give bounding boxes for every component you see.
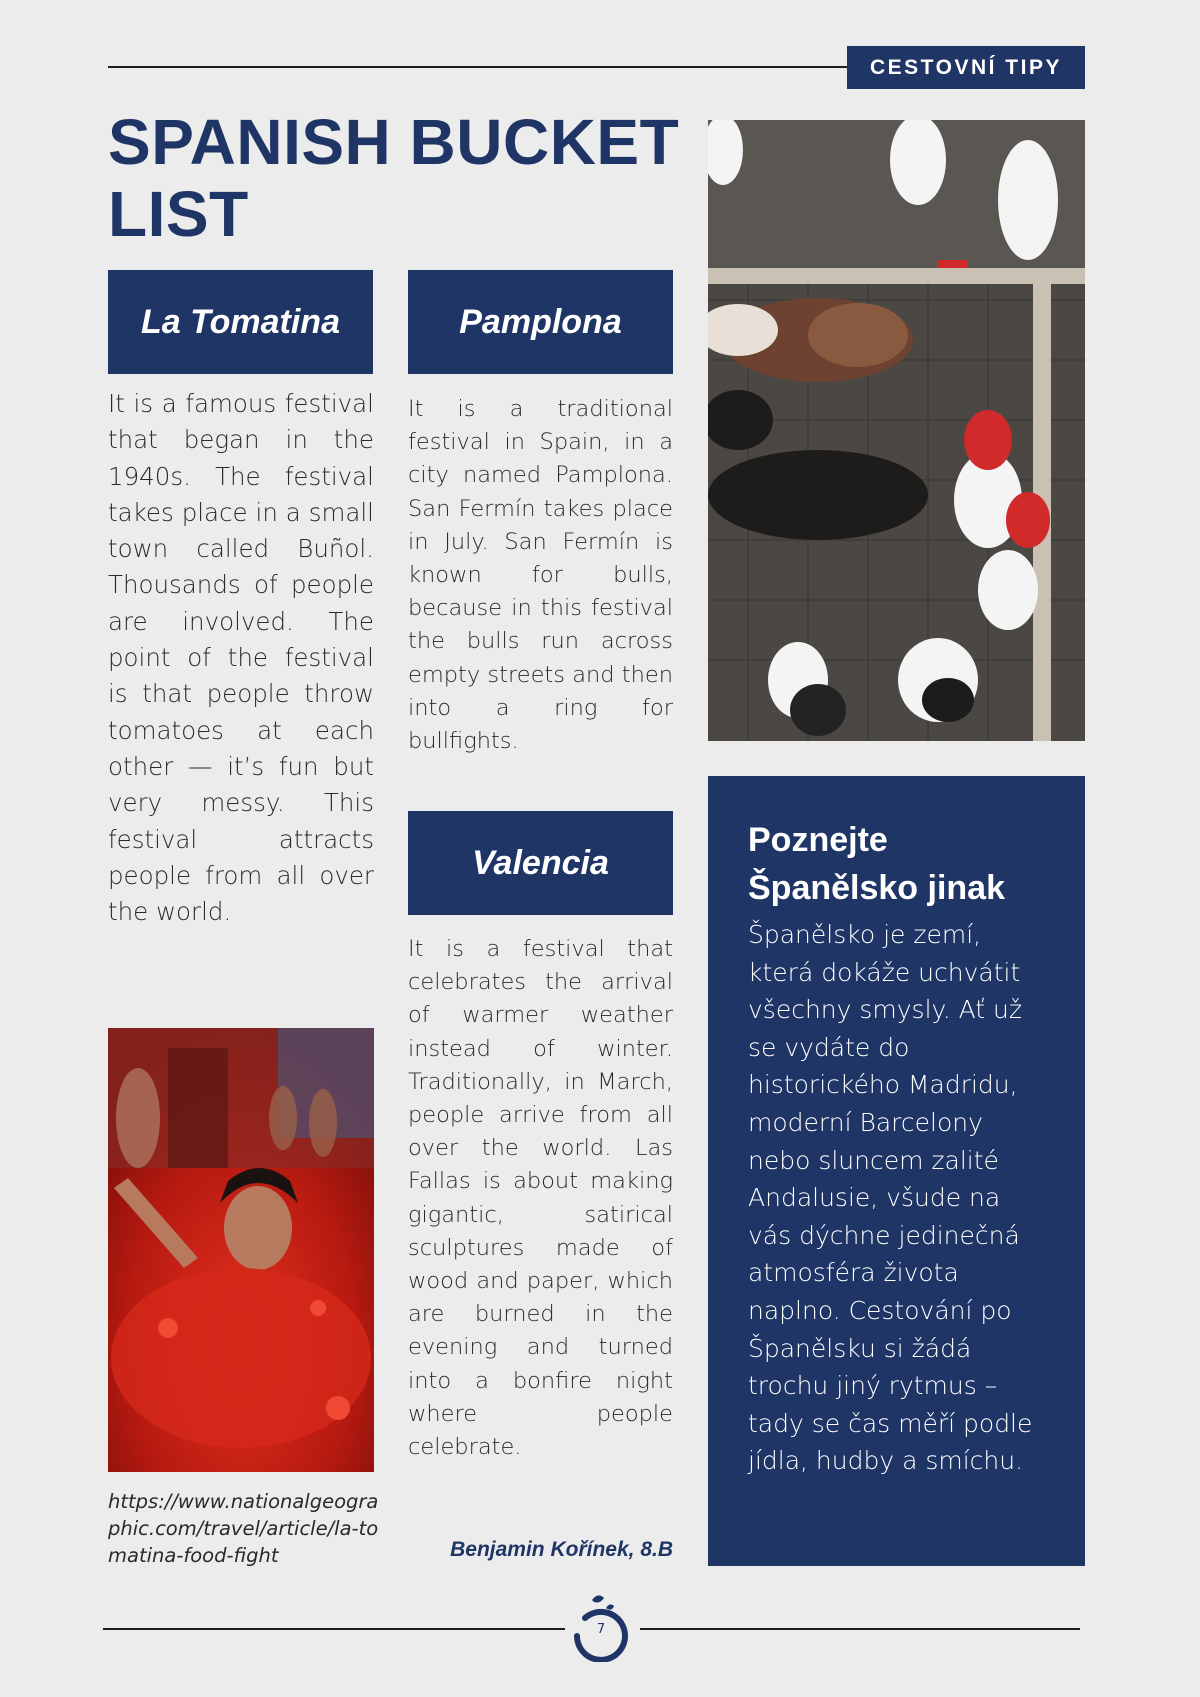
sidebar-text: Španělsko je zemí, která dokáže uchvátit všechny smysly. Ať už se vydáte do historického Madridu, moderní Barcelony nebo sluncem zalité Andalusie, všude na vás dýchne jedinečná atmosféra života naplno. Cestování po Španělsku si žádá trochu jiný rytmus – tady se čas měří podle jídla, hudby a smíchu. bbox=[748, 920, 1033, 1476]
bull-run-image bbox=[708, 120, 1085, 741]
footer-divider-left bbox=[103, 1628, 565, 1630]
la-tomatina-text: It is a famous festival that began in the 1940s. The festival takes place in a small town called Buñol. Thousands of people are involved. The point of the festival is that people throw tomatoes at each other — it’s fun but very messy. This festival attracts people from all over the world. bbox=[108, 389, 374, 927]
pamplona-text: It is a traditional festival in Spain, in a city named Pamplona. San Fermín takes place in July. San Fermín is known for bulls, because in this festival the bulls run across empty streets and then into a ring for bullfights. bbox=[408, 396, 673, 755]
footer-divider-right bbox=[640, 1628, 1080, 1630]
sidebar-title: Poznejte Španělsko jinak bbox=[748, 821, 1005, 907]
heading-la-tomatina: La Tomatina bbox=[108, 270, 373, 374]
sidebar-box bbox=[708, 776, 1085, 1566]
page-title: SPANISH BUCKET LIST bbox=[108, 106, 680, 250]
heading-valencia: Valencia bbox=[408, 811, 673, 915]
pamplona-photo bbox=[708, 120, 1085, 741]
author-credit: Benjamin Kořínek, 8.B bbox=[450, 1538, 673, 1561]
la-tomatina-photo bbox=[108, 1028, 374, 1472]
page-number: 7 bbox=[596, 1622, 606, 1637]
top-divider bbox=[108, 66, 848, 68]
valencia-text: It is a festival that celebrates the arrival of warmer weather instead of winter. Traditionally, in March, people arrive from all over the world. Las Fallas is about making gigantic, satirical sculptures made of wood and paper, which are burned in the evening and turned into a bonfire night where people celebrate. bbox=[408, 936, 673, 1461]
tomato-fight-image bbox=[108, 1028, 374, 1472]
section-badge: CESTOVNÍ TIPY bbox=[847, 46, 1085, 89]
heading-pamplona: Pamplona bbox=[408, 270, 673, 374]
image-source-link[interactable]: https://www.nationalgeographic.com/travel/article/la-tomatina-food-fight bbox=[108, 1490, 379, 1567]
